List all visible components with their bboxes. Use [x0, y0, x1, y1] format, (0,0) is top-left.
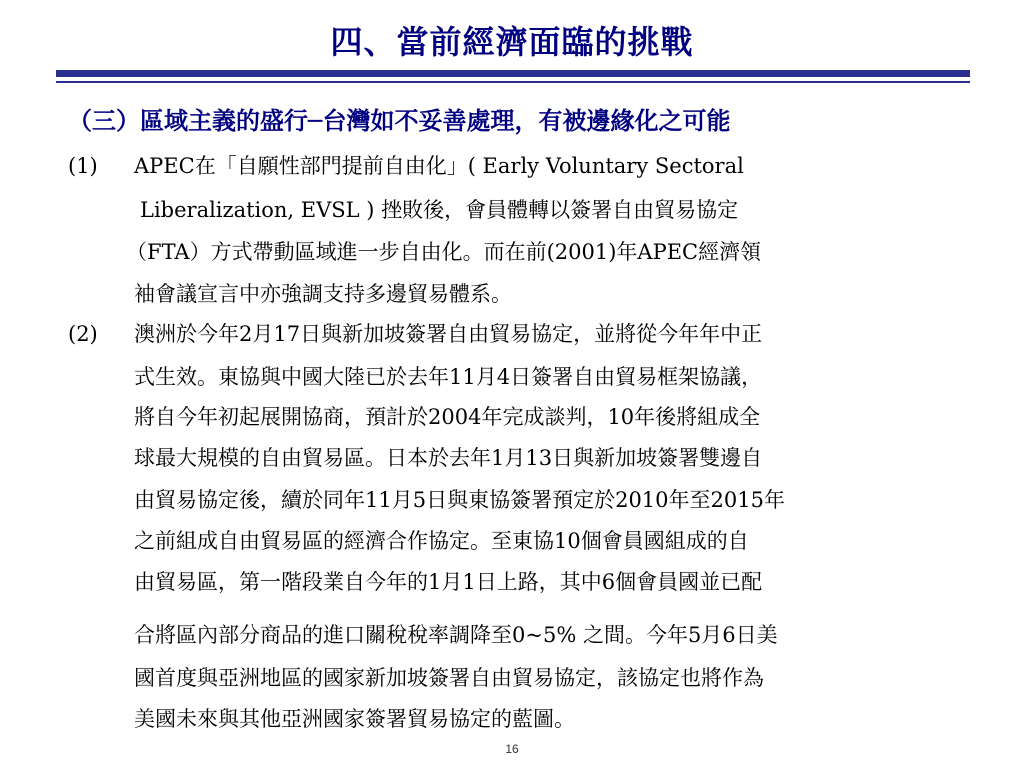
item-2-line-9: 國首度與亞洲地區的國家新加坡簽署自由貿易協定，該協定也將作為 [134, 666, 764, 690]
slide-title: 四、當前經濟面臨的挑戰 [330, 23, 694, 61]
item-1-line-3: （FTA）方式帶動區域進一步自由化。而在前(2001)年APEC經濟領 [126, 240, 762, 264]
item-2-line-8: 合將區內部分商品的進口關稅稅率調降至0~5% 之間。今年5月6日美 [134, 623, 778, 647]
page-number: 16 [505, 742, 519, 756]
item-2-line-7: 由貿易區，第一階段業自今年的1月1日上路，其中6個會員國並已配 [134, 570, 763, 594]
item-2-marker: (2) [68, 322, 98, 346]
title-rule-thick [56, 70, 970, 77]
item-2-line-5: 由貿易協定後，續於同年11月5日與東協簽署預定於2010年至2015年 [134, 488, 785, 512]
item-2-line-1: 澳洲於今年2月17日與新加坡簽署自由貿易協定，並將從今年年中正 [134, 322, 763, 346]
item-2-line-10: 美國未來與其他亞洲國家簽署貿易協定的藍圖。 [134, 707, 575, 731]
item-2-line-6: 之前組成自由貿易區的經濟合作協定。至東協10個會員國組成的自 [134, 529, 749, 553]
item-2-line-4: 球最大規模的自由貿易區。日本於去年1月13日與新加坡簽署雙邊自 [134, 446, 763, 470]
item-2-line-2: 式生效。東協與中國大陸已於去年11月4日簽署自由貿易框架協議， [134, 365, 763, 389]
item-1-marker: (1) [68, 154, 98, 178]
title-rule-thin [56, 81, 970, 83]
item-1-line-2: Liberalization, EVSL ) 挫敗後，會員體轉以簽署自由貿易協定 [140, 198, 739, 222]
item-1-line-4: 袖會議宣言中亦強調支持多邊貿易體系。 [134, 282, 512, 306]
section-heading: （三）區域主義的盛行─台灣如不妥善處理，有被邊緣化之可能 [68, 106, 731, 135]
item-2-line-3: 將自今年初起展開協商，預計於2004年完成談判，10年後將組成全 [134, 405, 761, 429]
item-1-line-1: APEC在「自願性部門提前自由化」( Early Voluntary Sectoral [134, 154, 744, 178]
